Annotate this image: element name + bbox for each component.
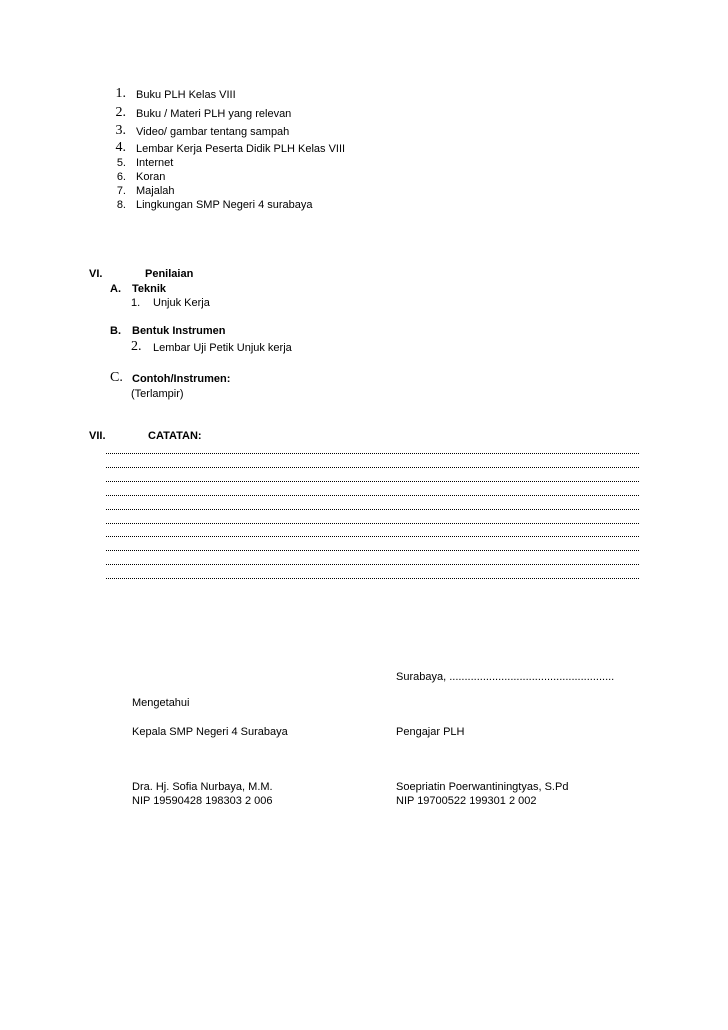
list-item-number: 2.: [131, 339, 142, 354]
note-line: [106, 509, 639, 510]
acknowledge-label: Mengetahui: [132, 697, 190, 709]
list-item-text: Majalah: [136, 185, 175, 197]
section-title: CATATAN:: [148, 430, 202, 442]
list-item-number: 6.: [116, 171, 126, 183]
subsection-title: Teknik: [132, 283, 167, 295]
note-line: [106, 523, 639, 524]
note-line: [106, 453, 639, 454]
list-item-text: Lembar Uji Petik Unjuk kerja: [153, 342, 292, 354]
list-item-text: Buku PLH Kelas VIII: [136, 89, 236, 101]
list-item-number: 7.: [116, 185, 126, 197]
list-item-text: Unjuk Kerja: [153, 297, 210, 309]
left-signer-role: Kepala SMP Negeri 4 Surabaya: [132, 726, 288, 738]
left-signer-nip: NIP 19590428 198303 2 006: [132, 795, 273, 807]
section-number: VII.: [89, 430, 106, 442]
left-signer-name: Dra. Hj. Sofia Nurbaya, M.M.: [132, 781, 273, 793]
list-item-text: Lembar Kerja Peserta Didik PLH Kelas VIII: [136, 143, 346, 155]
list-item-text: Koran: [136, 171, 166, 183]
subsection-title: Bentuk Instrumen: [132, 325, 226, 337]
subsection-title: Contoh/Instrumen:: [132, 373, 231, 385]
subsection-note: (Terlampir): [131, 388, 184, 400]
list-item-number: 3.: [115, 123, 126, 138]
subsection-letter: C.: [110, 370, 123, 385]
note-line: [106, 495, 639, 496]
right-signer-nip: NIP 19700522 199301 2 002: [396, 795, 537, 807]
note-line: [106, 564, 639, 565]
section-number: VI.: [89, 268, 103, 280]
list-item-number: 5.: [116, 157, 126, 169]
list-item-number: 1.: [131, 297, 141, 309]
subsection-letter: B.: [110, 325, 121, 337]
note-line: [106, 536, 639, 537]
list-item-number: 8.: [116, 199, 126, 211]
note-line: [106, 467, 639, 468]
list-item-number: 4.: [115, 140, 126, 155]
place-date: Surabaya, ......................................................: [396, 671, 615, 683]
list-item-number: 2.: [115, 105, 126, 120]
note-line: [106, 550, 639, 551]
list-item-text: Internet: [136, 157, 174, 169]
right-signer-role: Pengajar PLH: [396, 726, 465, 738]
note-line: [106, 578, 639, 579]
section-title: Penilaian: [145, 268, 194, 280]
note-line: [106, 481, 639, 482]
subsection-letter: A.: [110, 283, 121, 295]
list-item-text: Lingkungan SMP Negeri 4 surabaya: [136, 199, 313, 211]
list-item-number: 1.: [115, 86, 126, 101]
list-item-text: Buku / Materi PLH yang relevan: [136, 108, 292, 120]
right-signer-name: Soepriatin Poerwantiningtyas, S.Pd: [396, 781, 569, 793]
list-item-text: Video/ gambar tentang sampah: [136, 126, 290, 138]
